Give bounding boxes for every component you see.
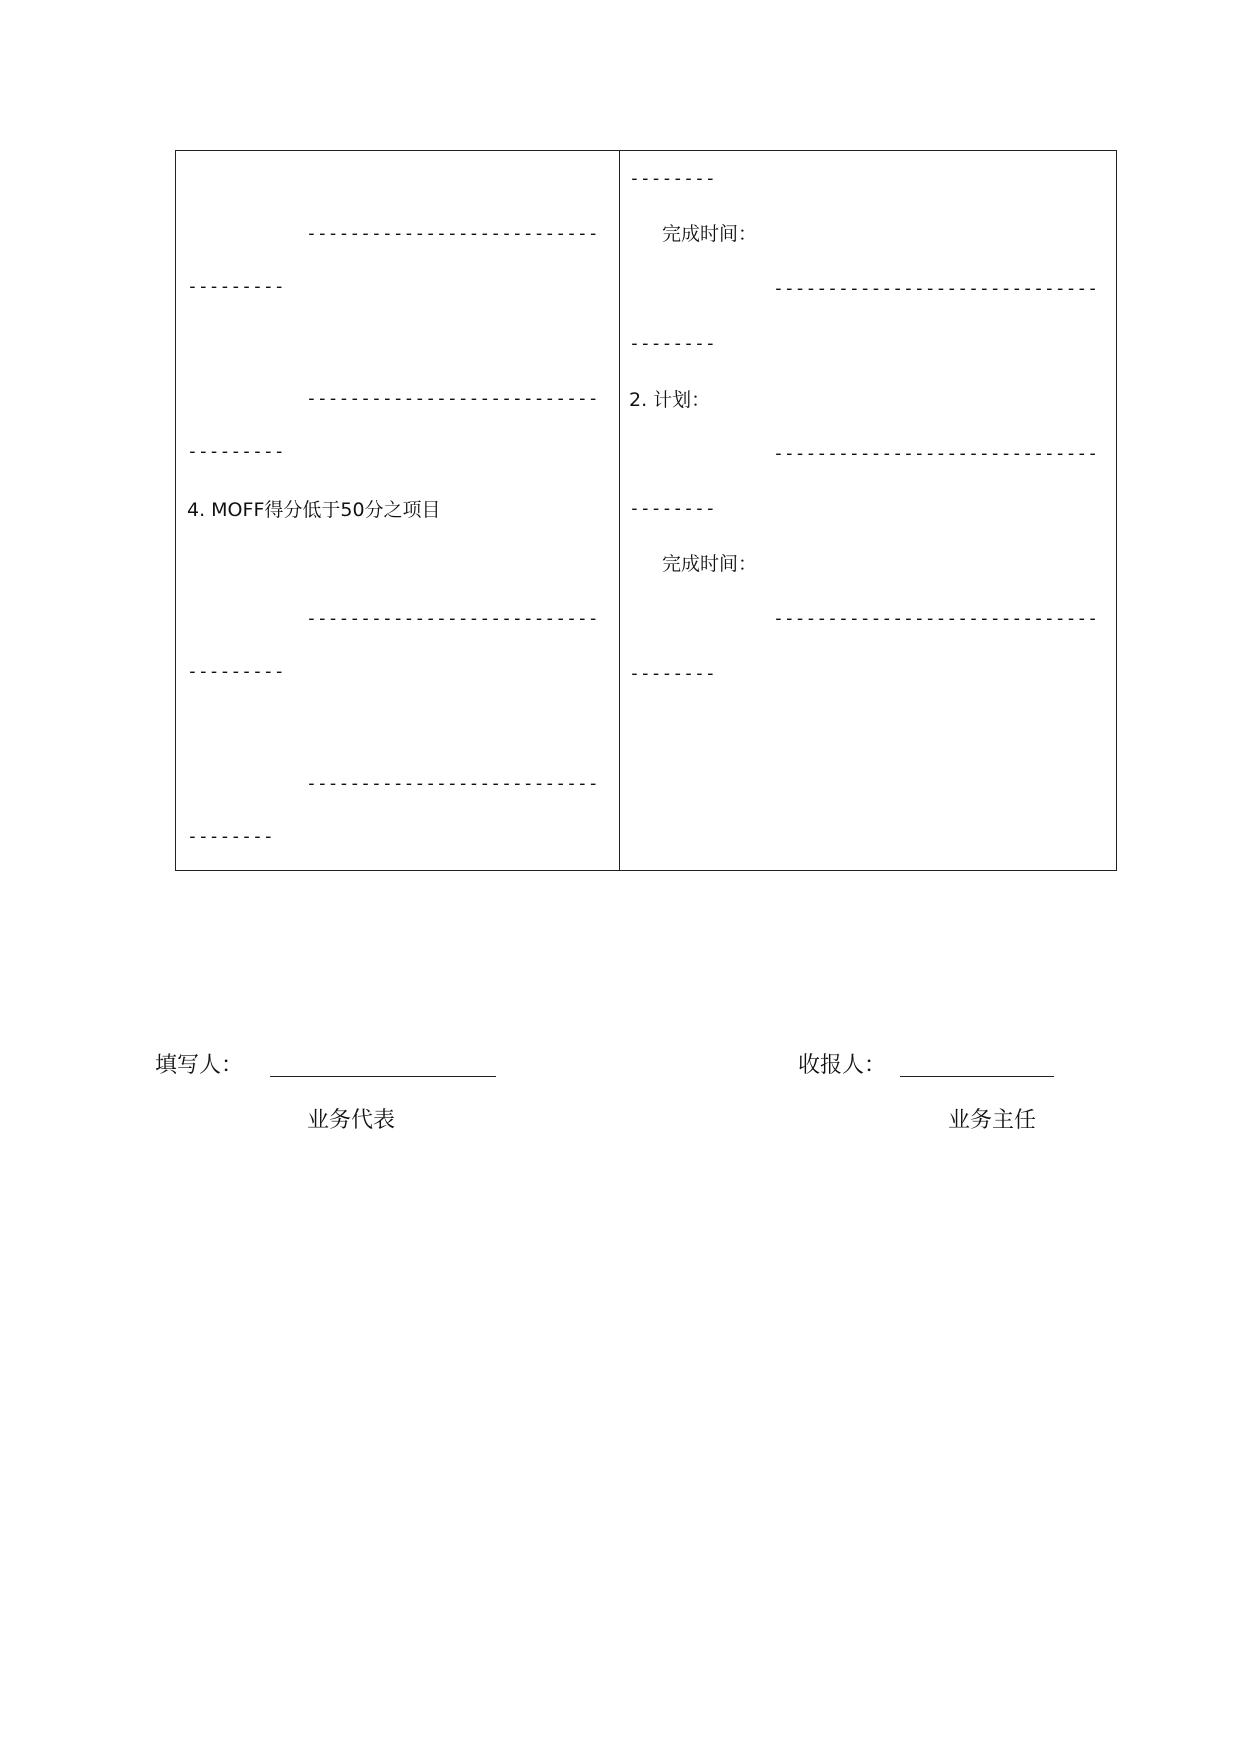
blank-line-continuation: -------- [629,498,716,519]
blank-line-continuation: -------- [629,168,716,189]
blank-line-continuation: --------- [187,441,285,462]
blank-line[interactable]: ------------------------------ [773,278,1099,299]
completion-time-label: 完成时间： [662,223,758,245]
form-table [175,150,1117,871]
blank-line-continuation: -------- [629,663,716,684]
item-4-heading: 4. MOFF得分低于50分之项目 [187,499,441,521]
column-divider [619,151,620,870]
blank-line[interactable]: --------------------------- [306,388,599,409]
filler-role: 业务代表 [307,1108,396,1133]
blank-line-continuation: -------- [629,333,716,354]
blank-line[interactable]: --------------------------- [306,773,599,794]
receiver-label: 收报人： [798,1053,887,1078]
plan-label: 2. 计划： [629,389,711,411]
blank-line[interactable]: ------------------------------ [773,443,1099,464]
blank-line[interactable]: --------------------------- [306,608,599,629]
blank-line[interactable]: ------------------------------ [773,608,1099,629]
blank-line[interactable]: --------------------------- [306,223,599,244]
filler-signature-field[interactable] [270,1076,496,1077]
blank-line-continuation: --------- [187,276,285,297]
completion-time-label: 完成时间： [662,553,758,575]
blank-line-continuation: --------- [187,661,285,682]
receiver-signature-field[interactable] [900,1076,1054,1077]
filler-label: 填写人： [155,1053,244,1078]
blank-line-continuation: -------- [187,826,274,847]
receiver-role: 业务主任 [948,1108,1037,1133]
